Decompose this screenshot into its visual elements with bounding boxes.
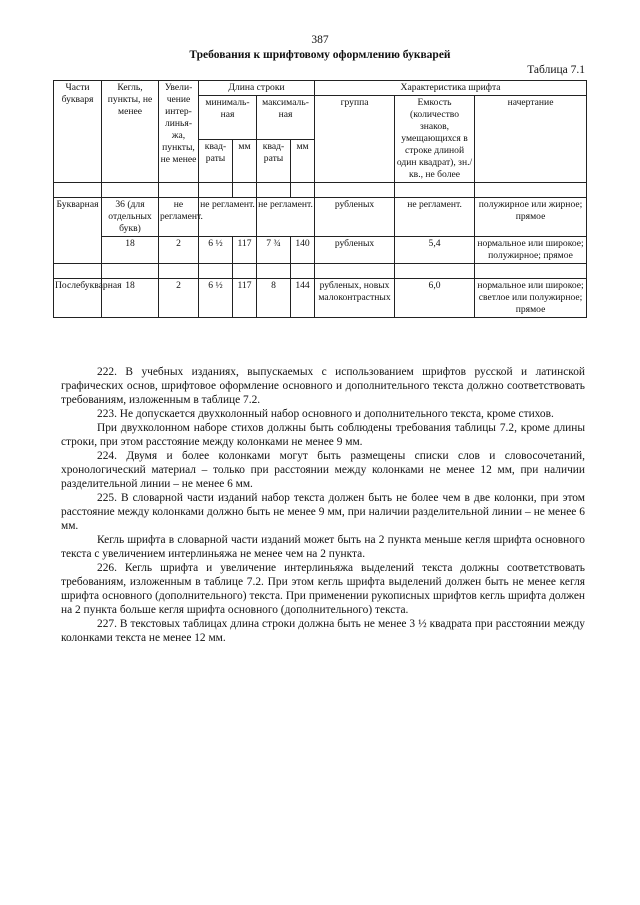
paragraph-225-note: Кегль шрифта в словарной части изданий может быть на 2 пункта меньше кегля шрифта основного текста с увеличением интерлиньяжа не менее чем на 2 пункта. bbox=[61, 534, 585, 560]
cell-group: рубленых bbox=[315, 198, 395, 237]
paragraph-223: 223. Не допускается двухколонный набор основного и дополнительного текста, кроме стихов. bbox=[97, 408, 554, 420]
cell-max-mm: 140 bbox=[291, 237, 315, 264]
cell-min-squares: 6 ½ bbox=[199, 279, 233, 318]
cell-size: 36 (для отдельных букв) bbox=[102, 198, 159, 237]
table-spacer-row bbox=[54, 264, 587, 279]
header-line-length: Длина строки bbox=[199, 81, 315, 96]
requirements-table bbox=[53, 80, 587, 318]
cell-max-squares: 7 ¾ bbox=[257, 237, 291, 264]
cell-max-squares: 8 bbox=[257, 279, 291, 318]
cell-leading: не регламент. bbox=[159, 198, 199, 237]
cell-leading: 2 bbox=[159, 237, 199, 264]
paragraph-227: 227. В текстовых таблицах длина строки должна быть не менее 3 ½ квадрата при расстоянии между колонками текста не менее 12 мм. bbox=[61, 618, 585, 644]
body-text bbox=[61, 365, 585, 645]
cell-leading: 2 bbox=[159, 279, 199, 318]
cell-part: Послебукварная bbox=[54, 279, 102, 318]
paragraph-224: 224. Двумя и более колонками могут быть размещены списки слов и словосочетаний, хронологический материал – только при расстоянии между колонками не менее 12 мм, при наличии разделительной линии – не менее 6 мм. bbox=[61, 450, 585, 490]
cell-capacity: 6,0 bbox=[395, 279, 475, 318]
table-row bbox=[54, 198, 587, 237]
header-minimal: минималь-ная bbox=[199, 96, 257, 140]
table-header-row bbox=[54, 81, 587, 96]
table-spacer-row bbox=[54, 183, 587, 198]
table-row bbox=[54, 279, 587, 318]
header-squares-max: квад-раты bbox=[257, 139, 291, 183]
header-group: группа bbox=[315, 96, 395, 183]
cell-min-length: не регламент. bbox=[199, 198, 257, 237]
cell-part: Букварная bbox=[54, 198, 102, 264]
cell-group: рубленых bbox=[315, 237, 395, 264]
header-mm-max: мм bbox=[291, 139, 315, 183]
paragraph-222: 222. В учебных изданиях, выпускаемых с использованием шрифтов русской и латинской графических основ, шрифтовое оформление основного и дополнительного текста должно соответствовать требованиям, изложенным в таблице 7.2. bbox=[61, 366, 585, 406]
cell-style: нормальное или широкое; полужирное; прямое bbox=[475, 237, 587, 264]
header-leading: Увели-чение интер-линья-жа, пункты, не менее bbox=[159, 81, 199, 183]
header-size: Кегль, пункты, не менее bbox=[102, 81, 159, 183]
cell-capacity: 5,4 bbox=[395, 237, 475, 264]
cell-group: рубленых, новых малоконтрастных bbox=[315, 279, 395, 318]
header-font-characteristics: Характеристика шрифта bbox=[315, 81, 587, 96]
cell-style: полужирное или жирное; прямое bbox=[475, 198, 587, 237]
header-style: начертание bbox=[475, 96, 587, 183]
cell-max-length: не регламент. bbox=[257, 198, 315, 237]
cell-max-mm: 144 bbox=[291, 279, 315, 318]
cell-size: 18 bbox=[102, 279, 159, 318]
paragraph-226: 226. Кегль шрифта и увеличение интерлиньяжа выделений текста должны соответствовать требованиям, изложенным в таблице 7.2. При этом кегль шрифта выделений должен быть не менее кегля шрифта основного (дополнительного) текста. При применении рукописных шрифтов кегль шрифта должен на 2 пункта больше кегля шрифта основного (дополнительного) текста. bbox=[61, 562, 585, 616]
header-mm-min: мм bbox=[233, 139, 257, 183]
header-maximal: максималь-ная bbox=[257, 96, 315, 140]
page-number: 387 bbox=[311, 34, 329, 46]
paragraph-225: 225. В словарной части изданий набор текста должен быть не более чем в две колонки, при этом расстояние между колонками должно быть не менее 9 мм, при наличии разделительной линии – не менее 6 мм. bbox=[61, 492, 585, 532]
paragraph-223-note: При двухколонном наборе стихов должны быть соблюдены требования таблицы 7.2, кроме длины строки, при этом расстояние между колонками не менее 9 мм. bbox=[61, 422, 585, 448]
header-capacity: Емкость (количество знаков, умещающихся в строке длиной один квадрат), зн./кв., не более bbox=[395, 96, 475, 183]
table-row bbox=[54, 237, 587, 264]
header-squares-min: квад-раты bbox=[199, 139, 233, 183]
table-label: Таблица 7.1 bbox=[527, 64, 585, 76]
cell-style: нормальное или широкое; светлое или полужирное; прямое bbox=[475, 279, 587, 318]
page-title: Требования к шрифтовому оформлению букварей bbox=[189, 49, 451, 61]
cell-size: 18 bbox=[102, 237, 159, 264]
header-parts: Части букваря bbox=[54, 81, 102, 183]
cell-capacity: не регламент. bbox=[395, 198, 475, 237]
cell-min-mm: 117 bbox=[233, 279, 257, 318]
cell-min-squares: 6 ½ bbox=[199, 237, 233, 264]
cell-min-mm: 117 bbox=[233, 237, 257, 264]
